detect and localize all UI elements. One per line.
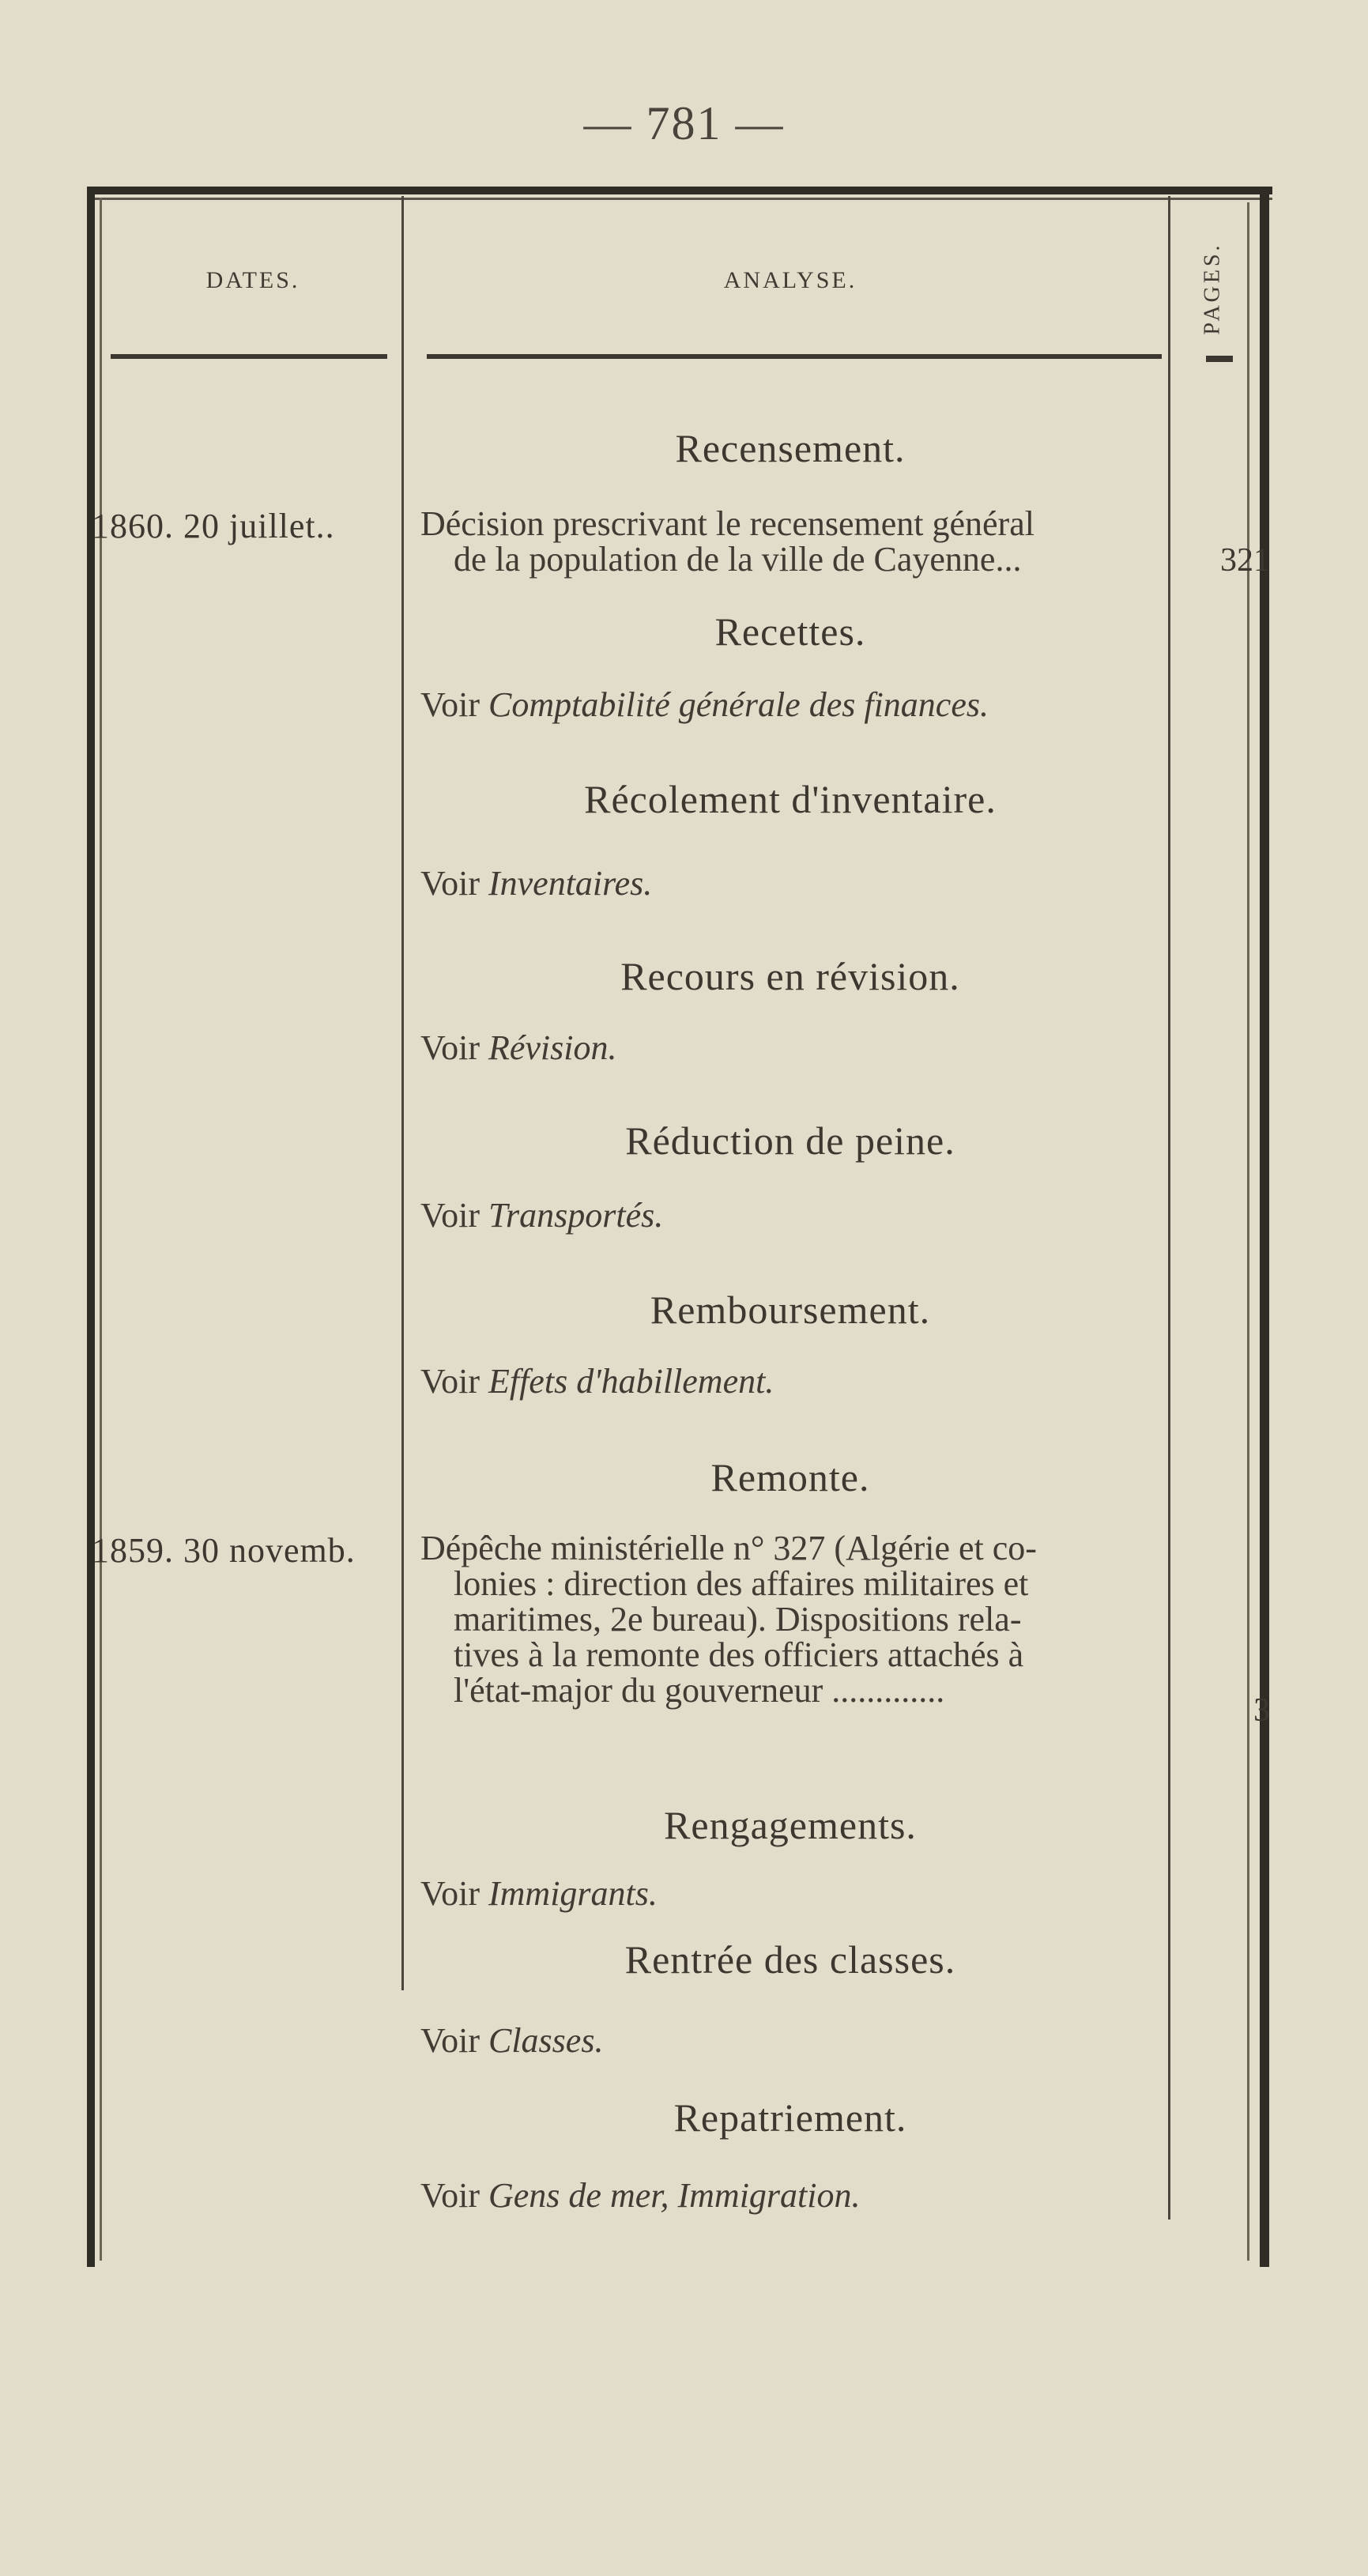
voir-rengagements — [420, 1873, 1163, 1914]
heading-rengagements: Rengagements. — [664, 1803, 917, 1847]
voir-remboursement-ref: Effets d'habillement. — [488, 1362, 774, 1401]
voir-recettes-label: Voir — [420, 685, 480, 724]
voir-recours-label: Voir — [420, 1028, 480, 1067]
voir-remboursement-label: Voir — [420, 1362, 480, 1401]
frame-right-rule — [1260, 194, 1269, 2267]
dates-column-divider — [401, 196, 404, 1990]
voir-recettes-ref: Comptabilité générale des finances. — [488, 685, 989, 724]
voir-recolement — [420, 863, 1163, 903]
voir-rengagements-ref: Immigrants. — [488, 1874, 658, 1913]
voir-reduction-ref: Transportés. — [488, 1196, 664, 1235]
voir-reduction-label: Voir — [420, 1196, 480, 1235]
page-ref-remonte: 3 — [1253, 1692, 1270, 1729]
frame-top-rule — [87, 187, 1272, 194]
pages-header-rule — [1206, 356, 1233, 362]
voir-rentree-label: Voir — [420, 2021, 480, 2060]
dates-header-rule — [111, 354, 387, 359]
frame-top-thin-rule — [87, 198, 1272, 200]
heading-recolement: Récolement d'inventaire. — [584, 777, 997, 821]
text-recensement-line-2: de la population de la ville de Cayenne... — [454, 540, 1022, 579]
heading-remonte: Remonte. — [710, 1455, 870, 1499]
voir-repatriement-ref: Gens de mer, Immigration. — [488, 2176, 861, 2215]
text-remonte-line-5: l'état-major du gouverneur ............. — [454, 1671, 945, 1710]
page-ref-recensement: 321 — [1220, 542, 1270, 579]
pages-column-header — [1185, 229, 1241, 348]
page-number: — 781 — — [583, 97, 785, 149]
frame-left-rule — [87, 190, 95, 2267]
heading-rentree: Rentrée des classes. — [624, 1937, 956, 1982]
pages-column-header-text: PAGES. — [1200, 242, 1225, 335]
voir-rengagements-label: Voir — [420, 1874, 480, 1913]
date-recensement: 1860. 20 juillet.. — [92, 507, 335, 545]
voir-repatriement-label: Voir — [420, 2176, 480, 2215]
text-recensement — [420, 506, 1163, 577]
dates-column-header: DATES. — [205, 267, 300, 293]
voir-reduction — [420, 1195, 1163, 1235]
heading-reduction: Réduction de peine. — [625, 1118, 955, 1163]
voir-rentree-ref: Classes. — [488, 2021, 604, 2060]
voir-repatriement — [420, 2175, 1163, 2216]
voir-rentree — [420, 2020, 1163, 2061]
text-remonte-line-1: Dépêche ministérielle n° 327 (Algérie et co- — [420, 1529, 1037, 1567]
text-remonte-line-4: tives à la remonte des officiers attachés à — [454, 1635, 1024, 1674]
text-remonte-line-2: lonies : direction des affaires militaires et — [454, 1564, 1029, 1603]
pages-column-divider — [1168, 196, 1170, 2220]
date-remonte: 1859. 30 novemb. — [92, 1531, 356, 1570]
heading-recettes: Recettes. — [714, 609, 866, 654]
heading-repatriement: Repatriement. — [673, 2095, 907, 2140]
text-remonte — [420, 1530, 1163, 1708]
heading-recours: Recours en révision. — [620, 954, 960, 998]
frame-right-thin-rule — [1247, 202, 1249, 2261]
voir-recours — [420, 1028, 1163, 1068]
text-recensement-line-1: Décision prescrivant le recensement général — [420, 504, 1034, 543]
analyse-header-rule — [427, 354, 1162, 359]
heading-recensement: Recensement. — [675, 426, 906, 470]
text-remonte-line-3: maritimes, 2e bureau). Dispositions rela- — [454, 1600, 1022, 1639]
voir-recolement-ref: Inventaires. — [488, 864, 653, 903]
voir-recolement-label: Voir — [420, 864, 480, 903]
voir-recours-ref: Révision. — [488, 1028, 617, 1067]
heading-remboursement: Remboursement. — [650, 1288, 931, 1332]
voir-recettes — [420, 685, 1163, 725]
analyse-column-header: ANALYSE. — [723, 267, 857, 293]
voir-remboursement — [420, 1361, 1163, 1401]
